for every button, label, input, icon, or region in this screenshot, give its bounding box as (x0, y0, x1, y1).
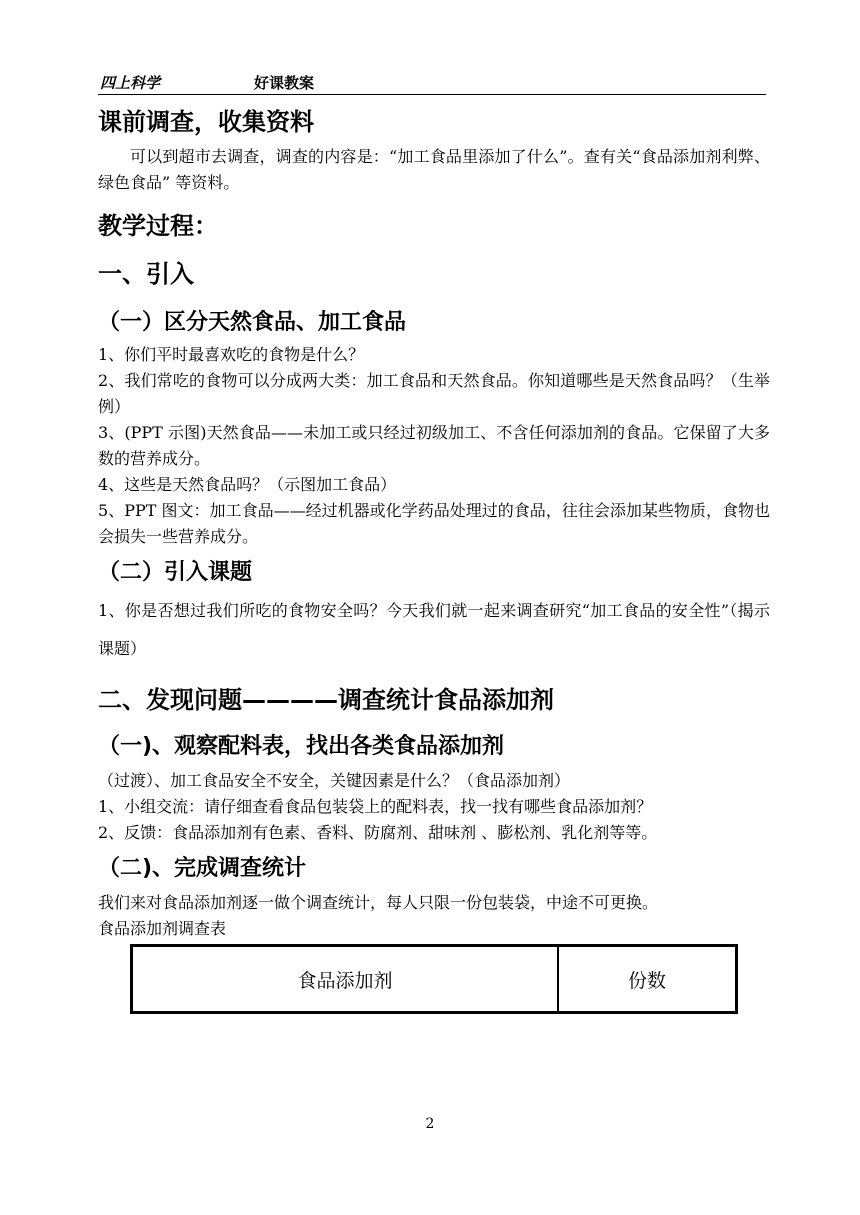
page-number: 2 (425, 1116, 435, 1132)
list-item: 4、这些是天然食品吗？（示图加工食品） (98, 475, 397, 494)
part2-sub1-heading: （一)、观察配料表，找出各类食品添加剂 (98, 734, 505, 759)
table-caption: 食品添加剂调查表 (98, 919, 227, 938)
part2-sub2-heading: （二)、完成调查统计 (98, 856, 307, 881)
table-row (132, 946, 737, 1013)
table-header-cell: 份数 (558, 946, 737, 1013)
survey-heading: 课前调查，收集资料 (98, 108, 314, 136)
survey-paragraph: 可以到超市去调查，调查的内容是：“加工食品里添加了什么”。查有关“食品添加剂利弊、绿色食品” 等资料。 (98, 147, 770, 192)
list-item: 5、PPT 图文：加工食品——经过机器或化学药品处理过的食品，往往会添加某些物质，食物也会损失一些营养成分。 (98, 501, 770, 546)
survey-table (130, 944, 738, 1014)
part1-sub2-heading: （二）引入课题 (98, 560, 253, 585)
header-subject: 四上科学 (100, 74, 161, 92)
page-header (98, 66, 766, 95)
part1-sub1-heading: （一）区分天然食品、加工食品 (98, 310, 407, 335)
process-heading: 教学过程： (98, 212, 218, 240)
part2-heading: 二、发现问题————调查统计食品添加剂 (98, 686, 554, 714)
part1-heading: 一、引入 (98, 260, 194, 288)
table-header-cell: 食品添加剂 (132, 946, 559, 1013)
list-item: （过渡）、加工食品安全不安全，关键因素是什么？（食品添加剂） (98, 771, 571, 790)
part1-sub2-paragraph: 1、你是否想过我们所吃的食物安全吗？今天我们就一起来调查研究“加工食品的安全性”（揭示课题） (98, 601, 770, 658)
list-item: 2、我们常吃的食物可以分成两大类：加工食品和天然食品。你知道哪些是天然食品吗？（生举例） (98, 371, 770, 416)
document-body (98, 102, 770, 1014)
list-item: 3、(PPT 示图)天然食品——未加工或只经过初级加工、不含任何添加剂的食品。它保留了大多数的营养成分。 (98, 423, 770, 468)
list-item: 1、你们平时最喜欢吃的食物是什么？ (98, 345, 365, 364)
part2-sub2-paragraph: 我们来对食品添加剂逐一做个调查统计，每人只限一份包装袋，中途不可更换。 (98, 893, 659, 912)
list-item: 2、反馈：食品添加剂有色素、香料、防腐剂、甜味剂 、膨松剂、乳化剂等等。 (98, 823, 658, 842)
header-title: 好课教案 (254, 74, 315, 92)
list-item: 1、小组交流：请仔细查看食品包装袋上的配料表，找一找有哪些食品添加剂？ (98, 797, 653, 816)
